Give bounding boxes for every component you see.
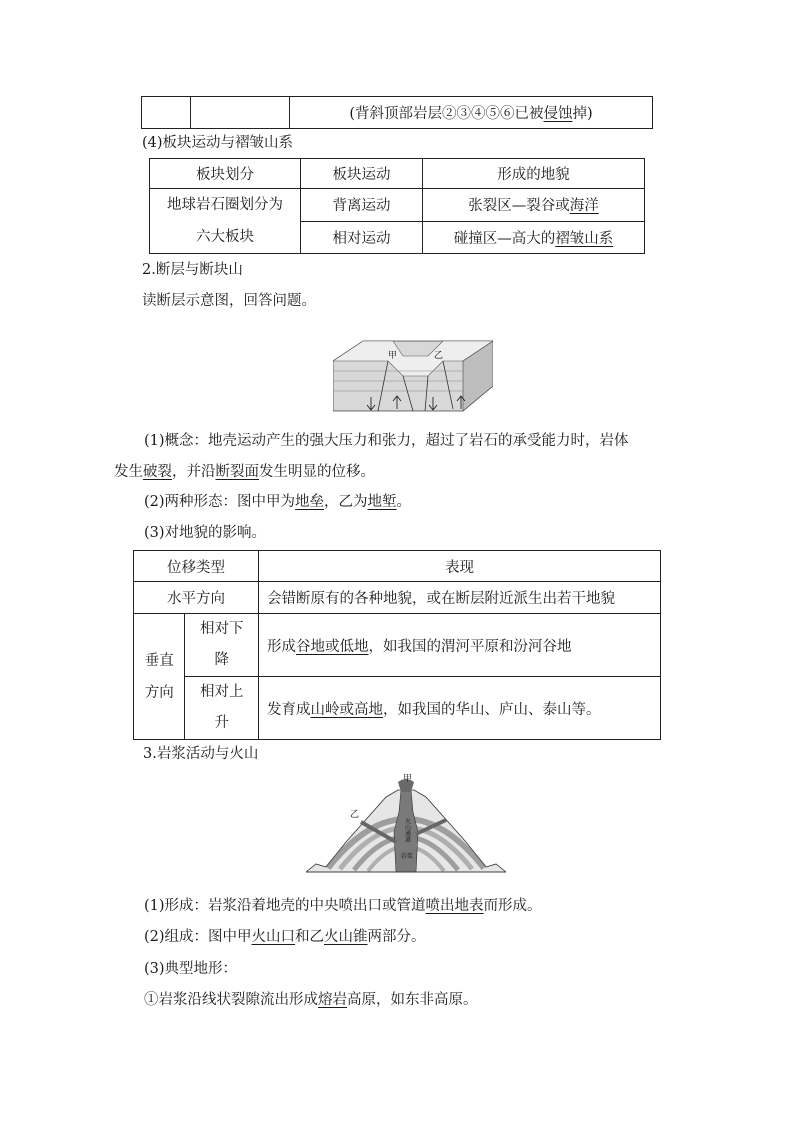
fault-diagram [333, 331, 493, 416]
sec3-heading: 3.岩浆活动与火山 [143, 746, 259, 762]
fault-label-jia: 甲 [388, 351, 398, 361]
plate-header-division: 板块划分 [150, 159, 301, 189]
disp-header-desc: 表现 [259, 551, 661, 582]
disp-up: 相对上 升 [185, 677, 259, 740]
disp-down-desc: 形成谷地或低地，如我国的渭河平原和汾河谷地 [259, 614, 661, 677]
fault-block [333, 341, 493, 411]
plate-header-motion: 板块运动 [301, 159, 423, 189]
plate-landform-rift: 张裂区—裂谷或海洋 [423, 189, 645, 222]
sec2-intro: 读断层示意图，回答问题。 [142, 293, 316, 309]
plate-table [149, 158, 645, 254]
disp-header-type: 位移类型 [134, 551, 259, 582]
sec4-heading: (4)板块运动与褶皱山系 [142, 135, 294, 151]
plate-division-cell: 地球岩石圈划分为 六大板块 [150, 189, 301, 254]
volcano-label-jia: 甲 [403, 774, 413, 784]
sec2-heading: 2.断层与断块山 [142, 262, 243, 278]
plate-landform-fold: 碰撞区—高大的褶皱山系 [423, 221, 645, 254]
top-table-cell-1 [142, 97, 191, 129]
top-table-note: (背斜顶部岩层②③④⑤⑥已被侵蚀掉) [290, 97, 653, 129]
plate-motion-converge: 相对运动 [301, 221, 423, 254]
sec2-p3: (3)对地貌的影响。 [144, 525, 267, 541]
disp-horizontal-desc: 会错断原有的各种地貌，或在断层附近派生出若干地貌 [259, 582, 661, 614]
plate-header-landform: 形成的地貌 [423, 159, 645, 189]
disp-up-desc: 发育成山岭或高地，如我国的华山、庐山、泰山等。 [259, 677, 661, 740]
top-table [141, 96, 653, 129]
sec3-p1: (1)形成：岩浆沿着地壳的中央喷出口或管道喷出地表而形成。 [144, 898, 542, 914]
sec2-p1: (1)概念：地壳运动产生的强大压力和张力，超过了岩石的承受能力时，岩体 发生破裂，并沿断裂面发生明显的位移。 [114, 433, 629, 480]
sec3-p4: ①岩浆沿线状裂隙流出形成熔岩高原，如东非高原。 [144, 992, 478, 1008]
sec3-p3: (3)典型地形： [144, 961, 238, 977]
sec3-p2: (2)组成：图中甲火山口和乙火山锥两部分。 [144, 929, 426, 945]
top-table-cell-2 [191, 97, 290, 129]
displacement-table [133, 550, 661, 740]
volcano-label-yi: 乙 [350, 810, 360, 820]
volcano-label-magma: 岩浆 [400, 853, 414, 860]
disp-vertical: 垂直 方向 [134, 614, 185, 740]
disp-down: 相对下 降 [185, 614, 259, 677]
disp-horizontal: 水平方向 [134, 582, 259, 614]
sec2-p2: (2)两种形态：图中甲为地垒，乙为地堑。 [144, 494, 412, 510]
volcano-label-conduit: 火山通道 [403, 818, 411, 842]
fault-label-yi: 乙 [434, 351, 444, 361]
volcano-diagram [306, 772, 506, 882]
plate-motion-apart: 背离运动 [301, 189, 423, 222]
